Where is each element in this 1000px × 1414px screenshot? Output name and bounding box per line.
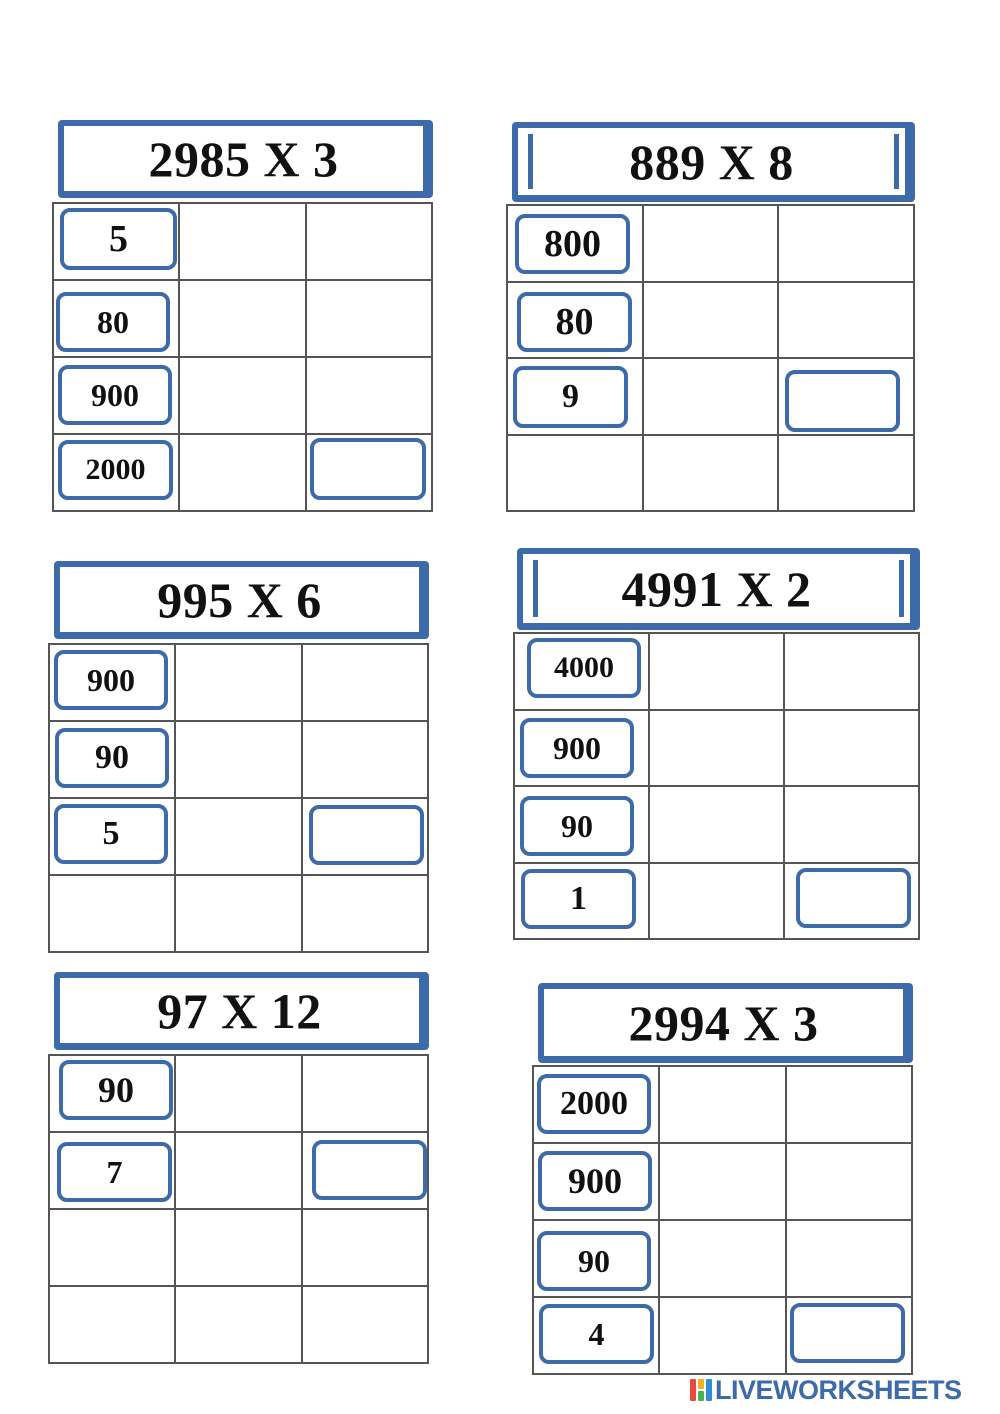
problem-1-title: 2985 X 3 [58,120,433,198]
partial-value[interactable]: 1 [521,869,636,929]
partial-value[interactable]: 800 [515,214,630,274]
problem-6 [532,983,913,1375]
liveworksheets-logo-icon [690,1377,712,1403]
liveworksheets-brand [690,1373,990,1407]
partial-value[interactable]: 9 [513,366,628,428]
partial-value[interactable]: 900 [520,718,634,778]
partial-value[interactable]: 90 [55,728,169,788]
problem-2 [506,122,915,512]
answer-field[interactable] [309,805,424,865]
partial-value[interactable]: 2000 [537,1074,651,1134]
problem-3-title: 995 X 6 [54,561,429,639]
partial-value[interactable]: 5 [54,804,168,864]
partial-value[interactable]: 900 [538,1151,652,1211]
answer-field[interactable] [312,1140,427,1200]
partial-value[interactable]: 80 [56,292,170,352]
partial-value[interactable]: 900 [58,365,172,425]
answer-field[interactable] [796,868,911,928]
answer-field[interactable] [790,1303,905,1363]
problem-3 [48,561,429,953]
partial-value[interactable]: 4000 [527,638,641,698]
problem-5-title: 97 X 12 [54,972,429,1050]
partial-value[interactable]: 4 [539,1304,654,1364]
partial-value[interactable]: 5 [60,208,177,270]
partial-value[interactable]: 900 [54,650,168,710]
answer-field[interactable] [785,370,900,432]
brand-text: LIVEWORKSHEETS [715,1374,962,1405]
problem-4-title: 4991 X 2 [517,548,920,630]
problem-2-title: 889 X 8 [512,122,915,202]
partial-value[interactable]: 2000 [58,440,173,500]
answer-field[interactable] [310,438,426,500]
partial-value[interactable]: 90 [59,1060,173,1120]
partial-value[interactable]: 80 [517,292,632,352]
problem-5 [48,972,429,1364]
partial-value[interactable]: 90 [537,1231,651,1291]
problem-1 [52,120,433,512]
partial-value[interactable]: 7 [57,1142,172,1202]
problem-4 [511,548,920,940]
partial-value[interactable]: 90 [520,796,634,856]
problem-6-title: 2994 X 3 [538,983,913,1063]
